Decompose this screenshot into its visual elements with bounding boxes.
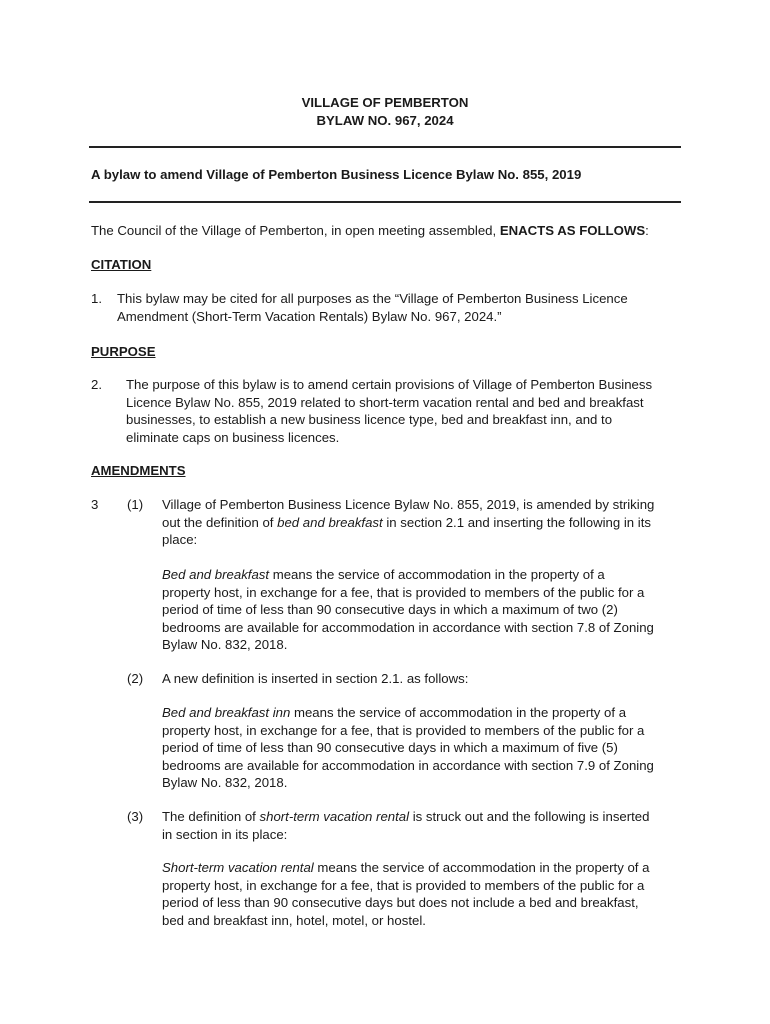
bylaw-subtitle: A bylaw to amend Village of Pemberton Business Licence Bylaw No. 855, 2019 [91,167,582,182]
definition-line: property host, in exchange for a fee, that is provided to members of the public for a [162,722,645,738]
amendment-2-number: (2) [127,671,144,686]
purpose-number: 2. [91,377,102,392]
citation-text [117,290,628,325]
definition-line: Bed and breakfast inn means the service of accommodation in the property of a [162,705,627,720]
amendment-1-text [162,496,654,549]
amendment-2-text: A new definition is inserted in section 2.1. as follows: [162,671,469,686]
amendment-3-text [162,808,649,843]
amendments-number: 3 [91,497,99,512]
definition-line: period of time of less than 90 consecutive days in which a maximum of two (2) [162,602,618,617]
citation-heading: CITATION [91,257,152,272]
definition-line: period of time of less than 90 consecutive days in which a maximum of five (5) [162,740,618,755]
citation-line: This bylaw may be cited for all purposes as the “Village of Pemberton Business Licence [117,291,628,306]
enacts-bold: ENACTS AS FOLLOWS [499,223,646,238]
definition-line: property host, in exchange for a fee, that is provided to members of the public for a [162,877,645,893]
purpose-heading: PURPOSE [91,344,156,359]
amendment-3-definition [162,859,649,929]
amendment-1-definition [162,566,654,654]
top-divider [89,146,681,148]
amendment-3-number: (3) [127,809,144,824]
definition-line: bedrooms are available for accommodation in accordance with section 7.8 of Zoning [162,619,654,635]
definition-line: bed and breakfast inn, hotel, motel, or hostel. [162,912,426,928]
definition-line: Bylaw No. 832, 2018. [162,775,288,790]
defined-term: Bed and breakfast [162,567,270,582]
definition-line: Bed and breakfast means the service of accommodation in the property of a [162,567,605,582]
definition-line: Bylaw No. 832, 2018. [162,637,288,652]
document-title: VILLAGE OF PEMBERTON [301,95,469,110]
defined-term: Short-term vacation rental [162,860,314,875]
amendment-2-definition [162,704,654,792]
amendment-1-number: (1) [127,497,144,512]
purpose-line: The purpose of this bylaw is to amend certain provisions of Village of Pemberton Business [126,377,653,392]
definition-line: period of less than 90 consecutive days but does not include a bed and breakfast, [162,895,639,910]
definition-line: property host, in exchange for a fee, that is provided to members of the public for a [162,584,645,600]
purpose-text [126,376,652,446]
term-italic: bed and breakfast [277,514,383,530]
definition-line: Short-term vacation rental means the service of accommodation in the property of a [162,860,650,875]
bottom-divider [89,201,681,203]
defined-term: Bed and breakfast inn [162,705,291,720]
amendment-line: The definition of short-term vacation rental is struck out and the following is inserted [162,809,650,824]
enacts-suffix: : [645,223,649,238]
term-italic: short-term vacation rental [259,809,410,824]
citation-line: Amendment (Short-Term Vacation Rentals) Bylaw No. 967, 2024.” [117,308,502,324]
amendment-line: place: [162,532,198,547]
bylaw-number: BYLAW NO. 967, 2024 [316,113,454,128]
purpose-line: Licence Bylaw No. 855, 2019 related to short-term vacation rental and bed and breakfast [126,394,644,410]
amendment-line: in section in its place: [162,826,288,842]
purpose-line: eliminate caps on business licences. [126,429,340,445]
enacts-prefix: The Council of the Village of Pemberton, in open meeting assembled, [91,223,500,238]
purpose-line: businesses, to establish a new business licence type, bed and breakfast inn, and to [126,412,613,427]
amendments-heading: AMENDMENTS [91,463,186,478]
definition-line: bedrooms are available for accommodation in accordance with section 7.9 of Zoning [162,757,654,773]
amendment-line: Village of Pemberton Business Licence Bylaw No. 855, 2019, is amended by striking [162,497,655,512]
enacts-statement [91,222,649,240]
citation-number: 1. [91,291,102,306]
amendment-line: out the definition of bed and breakfast in section 2.1 and inserting the following in its [162,514,651,530]
